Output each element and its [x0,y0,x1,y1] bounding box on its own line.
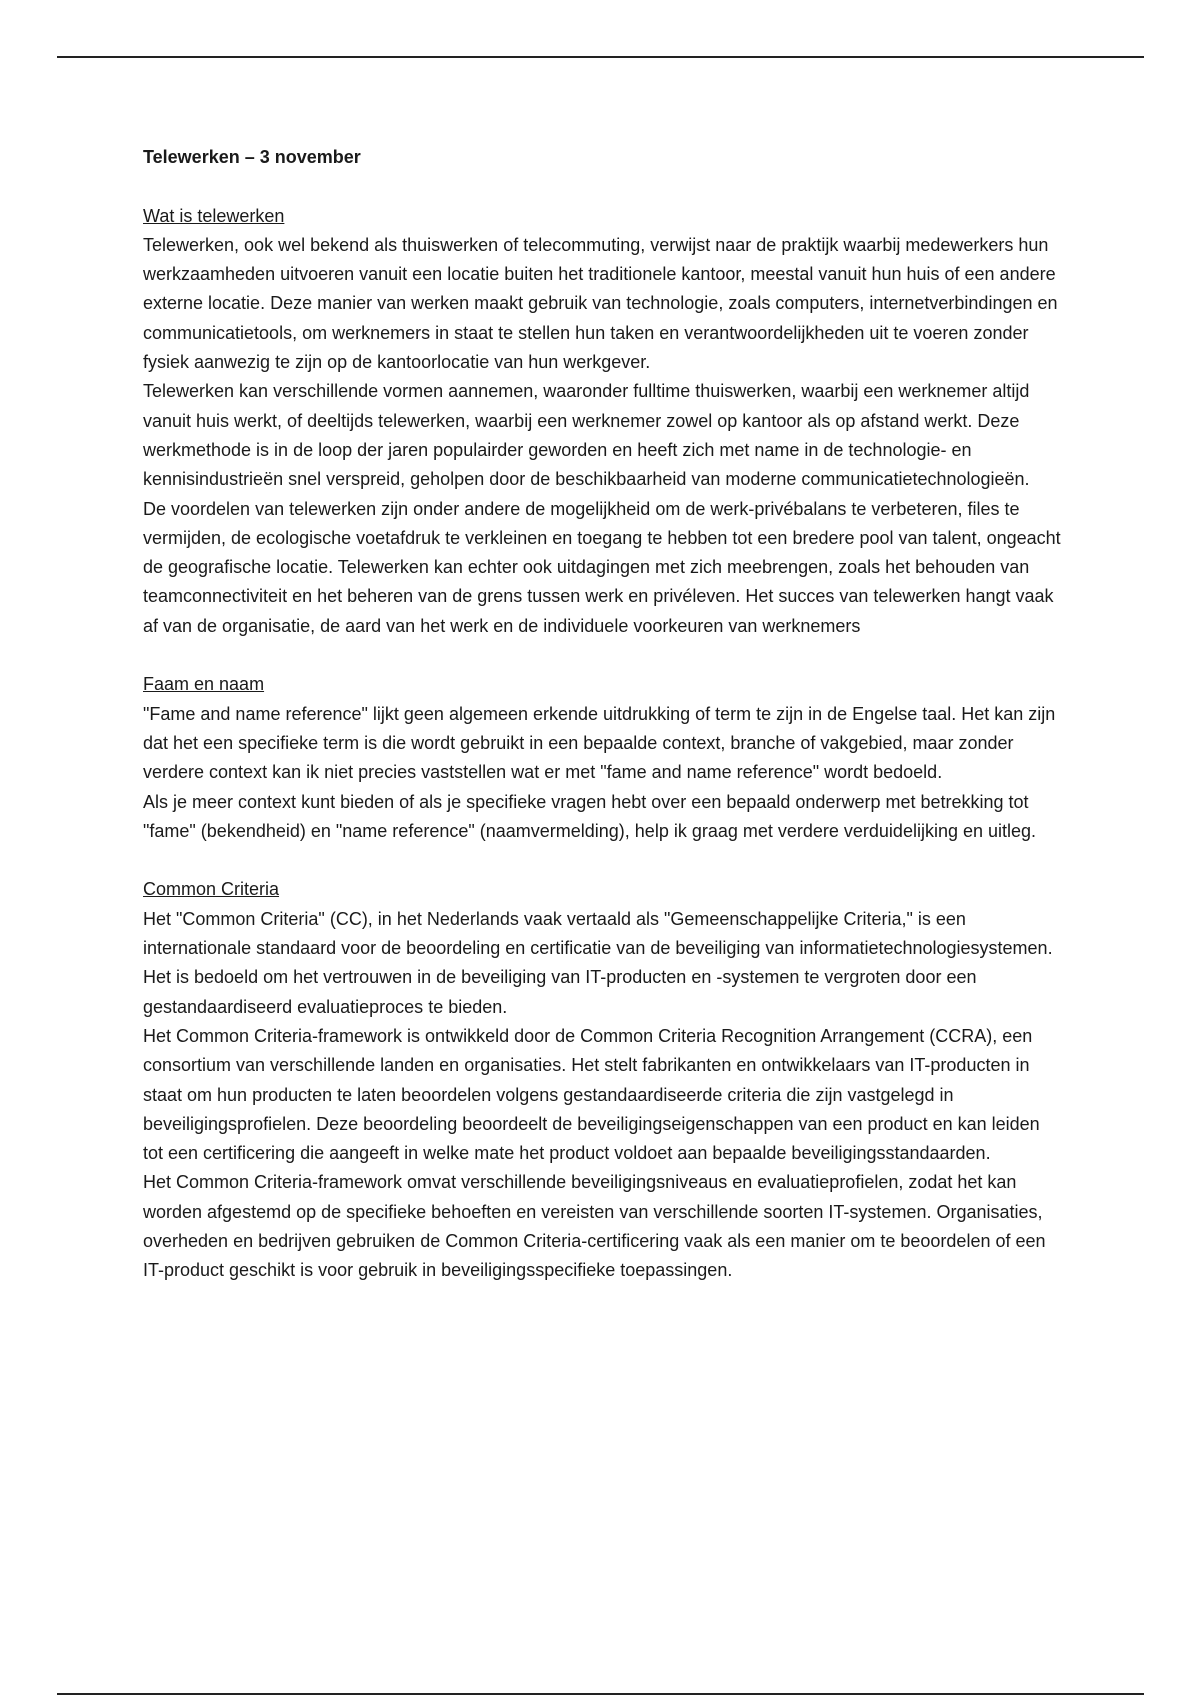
section-heading: Faam en naam [143,674,265,695]
paragraph: Als je meer context kunt bieden of als je specifieke vragen hebt over een bepaald onderwerp met betrekking tot "fame" (bekendheid) en "name reference" (naamvermelding), help ik graag met verdere verduidelijking en uitleg. [143,791,1037,841]
paragraph: Telewerken kan verschillende vormen aannemen, waaronder fulltime thuiswerken, waarbij een werknemer altijd vanuit huis werkt, of deeltijds telewerken, waarbij een werknemer zowel op kantoor als op afstand werkt. Deze werkmethode is in de loop der jaren populairder geworden en heeft zich met name in de technologie- en kennisindustrieën snel verspreid, geholpen door de beschikbaarheid van moderne communicatietechnologieën. [143,381,1030,490]
paragraph: Het Common Criteria-framework is ontwikkeld door de Common Criteria Recognition Arrangement (CCRA), een consortium van verschillende landen en organisaties. Het stelt fabrikanten en ontwikkelaars van IT-producten in staat om hun producten te laten beoordelen volgens gestandaardiseerde criteria die zijn vastgelegd in beveiligingsprofielen. Deze beoordeling beoordeelt de beveiligingseigenschappen van een product en kan leiden tot een certificering die aangeeft in welke mate het product voldoet aan bepaalde beveiligingsstandaarden. [143,1025,1040,1164]
section-heading: Common Criteria [143,879,280,900]
spacer [143,641,1063,670]
paragraph: De voordelen van telewerken zijn onder andere de mogelijkheid om de werk-privébalans te verbeteren, files te vermijden, de ecologische voetafdruk te verkleinen en toegang te hebben tot een bredere pool van talent, ongeacht de geografische locatie. Telewerken kan echter ook uitdagingen met zich meebrengen, zoals het behouden van teamconnectiviteit en het beheren van de grens tussen werk en privéleven. Het succes van telewerken hangt vaak af van de organisatie, de aard van het werk en de individuele voorkeuren van werknemers [143,498,1061,636]
paragraph: Het Common Criteria-framework omvat verschillende beveiligingsniveaus en evaluatieprofielen, zodat het kan worden afgestemd op de specifieke behoeften en vereisten van verschillende soorten IT-systemen. Organisaties, overheden en bedrijven gebruiken de Common Criteria-certificering vaak als een manier om te beoordelen of een IT-product geschikt is voor gebruik in beveiligingsspecifieke toepassingen. [143,1172,1046,1281]
page-top-rule [57,56,1144,58]
page-bottom-rule [57,1693,1144,1695]
section-common-criteria [143,875,1063,1285]
section-heading: Wat is telewerken [143,205,285,226]
document-title: Telewerken – 3 november [143,147,361,167]
spacer [143,846,1063,875]
section-faam-en-naam [143,670,1063,846]
document-body [143,143,1063,1286]
spacer [143,172,1063,201]
section-wat-is-telewerken [143,202,1063,641]
paragraph: Telewerken, ook wel bekend als thuiswerken of telecommuting, verwijst naar de praktijk waarbij medewerkers hun werkzaamheden uitvoeren vanuit een locatie buiten het traditionele kantoor, meestal vanuit hun huis of een andere externe locatie. Deze manier van werken maakt gebruik van technologie, zoals computers, internetverbindingen en communicatietools, om werknemers in staat te stellen hun taken en verantwoordelijkheden uit te voeren zonder fysiek aanwezig te zijn op de kantoorlocatie van hun werkgever. [143,234,1058,373]
paragraph: "Fame and name reference" lijkt geen algemeen erkende uitdrukking of term te zijn in de Engelse taal. Het kan zijn dat het een specifieke term is die wordt gebruikt in een bepaalde context, branche of vakgebied, maar zonder verdere context kan ik niet precies vaststellen wat er met "fame and name reference" wordt bedoeld. [143,703,1056,783]
paragraph: Het "Common Criteria" (CC), in het Nederlands vaak vertaald als "Gemeenschappelijke Criteria," is een internationale standaard voor de beoordeling en certificatie van de beveiliging van informatietechnologiesystemen. Het is bedoeld om het vertrouwen in de beveiliging van IT-producten en -systemen te vergroten door een gestandaardiseerd evaluatieproces te bieden. [143,908,1053,1017]
